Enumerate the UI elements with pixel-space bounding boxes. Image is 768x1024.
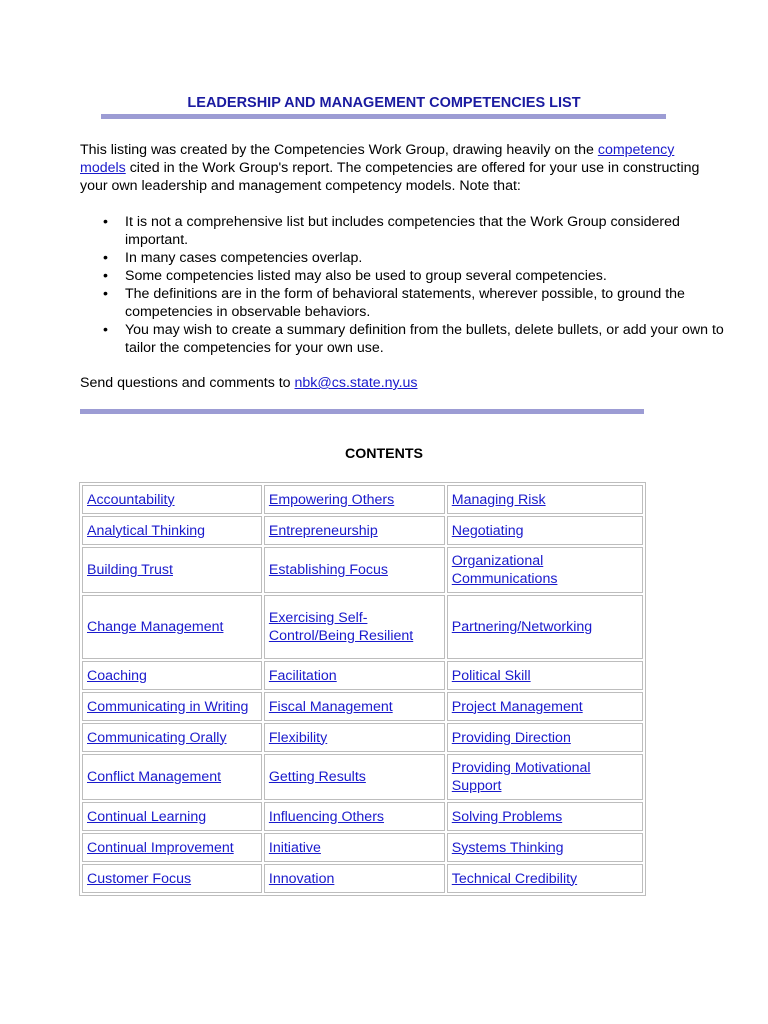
table-cell — [264, 692, 445, 721]
table-cell — [82, 661, 262, 690]
contents-link[interactable]: Establishing Focus — [268, 562, 388, 578]
table-cell — [264, 485, 445, 514]
contents-link[interactable]: Influencing Others — [268, 808, 385, 825]
list-item: • Some competencies listed may also be used to group several competencies. — [125, 267, 735, 285]
contents-link[interactable]: Solving Problems — [451, 808, 563, 825]
intro-text-after: cited in the Work Group's report. The competencies are offered for your use in constructing your own leadership and management competency models. Note that: — [80, 160, 700, 194]
contents-link[interactable]: Facilitation — [268, 667, 337, 684]
table-cell — [82, 723, 262, 752]
list-item: • It is not a comprehensive list but includes competencies that the Work Group considered important. — [125, 213, 735, 249]
contents-link[interactable]: Accountability — [87, 491, 175, 508]
contents-link[interactable]: Getting Results — [268, 769, 366, 785]
contents-link[interactable]: Project Management — [451, 698, 583, 715]
table-row — [82, 723, 643, 752]
title-divider — [101, 114, 666, 119]
table-cell — [264, 754, 445, 800]
contents-link[interactable]: Exercising Self-Control/Being Resilient — [268, 610, 414, 644]
table-cell — [447, 516, 643, 545]
page-title: LEADERSHIP AND MANAGEMENT COMPETENCIES LIST — [187, 95, 581, 111]
table-cell — [82, 833, 262, 862]
contents-link[interactable]: Analytical Thinking — [87, 522, 206, 539]
table-row — [82, 754, 643, 800]
contents-table — [79, 482, 646, 896]
contents-link[interactable]: Customer Focus — [87, 870, 192, 887]
contents-link[interactable]: Continual Improvement — [87, 839, 234, 856]
contact-email-link[interactable]: nbk@cs.state.ny.us — [294, 375, 418, 391]
table-row — [82, 833, 643, 862]
table-cell — [264, 547, 445, 593]
table-cell — [447, 723, 643, 752]
intro-paragraph — [80, 141, 700, 195]
table-row — [82, 864, 643, 893]
contents-link[interactable]: Innovation — [268, 870, 335, 887]
contents-link[interactable]: Technical Credibility — [451, 870, 578, 887]
table-row — [82, 802, 643, 831]
contents-link[interactable]: Fiscal Management — [268, 698, 393, 715]
table-cell — [82, 516, 262, 545]
table-cell — [82, 754, 262, 800]
table-row — [82, 661, 643, 690]
table-row — [82, 516, 643, 545]
contents-link[interactable]: Providing Direction — [451, 729, 571, 746]
contents-link[interactable]: Building Trust — [87, 562, 173, 578]
table-cell — [447, 864, 643, 893]
contents-link[interactable]: Partnering/Networking — [451, 619, 593, 635]
list-item: • The definitions are in the form of behavioral statements, wherever possible, to ground the competencies in observable behaviors. — [125, 285, 735, 321]
contents-link[interactable]: Initiative — [268, 839, 321, 856]
contact-text: Send questions and comments to — [80, 375, 295, 391]
contents-link[interactable]: Providing Motivational Support — [451, 760, 591, 794]
table-cell — [82, 692, 262, 721]
section-divider — [80, 409, 644, 414]
contents-link[interactable]: Continual Learning — [87, 808, 207, 825]
contents-link[interactable]: Communicating in Writing — [87, 698, 249, 715]
contact-line — [80, 374, 418, 392]
table-row — [82, 692, 643, 721]
table-cell — [447, 802, 643, 831]
contents-link[interactable]: Systems Thinking — [451, 839, 564, 856]
contents-link[interactable]: Managing Risk — [451, 491, 546, 508]
table-cell — [82, 802, 262, 831]
contents-heading: CONTENTS — [344, 446, 424, 462]
table-cell — [447, 661, 643, 690]
table-cell — [447, 547, 643, 593]
table-cell — [264, 661, 445, 690]
contents-link[interactable]: Communicating Orally — [87, 729, 227, 746]
table-cell — [264, 595, 445, 659]
competency-models-link[interactable]: competency models — [80, 142, 675, 176]
table-row — [82, 485, 643, 514]
contents-link[interactable]: Flexibility — [268, 729, 328, 746]
table-cell — [82, 595, 262, 659]
table-cell — [264, 723, 445, 752]
table-cell — [264, 516, 445, 545]
contents-link[interactable]: Entrepreneurship — [268, 522, 378, 539]
contents-link[interactable]: Organizational Communications — [451, 553, 558, 587]
table-row — [82, 547, 643, 593]
table-row — [82, 595, 643, 659]
table-cell — [264, 864, 445, 893]
contents-link[interactable]: Coaching — [87, 667, 147, 684]
table-cell — [264, 833, 445, 862]
table-cell — [264, 802, 445, 831]
table-cell — [447, 692, 643, 721]
table-cell — [82, 864, 262, 893]
table-cell — [82, 547, 262, 593]
intro-text-before: This listing was created by the Competencies Work Group, drawing heavily on the — [80, 142, 598, 158]
contents-link[interactable]: Change Management — [87, 619, 224, 635]
list-item: • You may wish to create a summary definition from the bullets, delete bullets, or add your own to tailor the competencies for your own use. — [125, 321, 735, 357]
table-cell — [447, 595, 643, 659]
notes-list — [80, 213, 735, 357]
table-cell — [447, 754, 643, 800]
table-cell — [447, 485, 643, 514]
table-cell — [447, 833, 643, 862]
table-cell — [82, 485, 262, 514]
contents-link[interactable]: Conflict Management — [87, 769, 222, 785]
contents-link[interactable]: Political Skill — [451, 667, 531, 684]
contents-link[interactable]: Negotiating — [451, 522, 524, 539]
list-item: • In many cases competencies overlap. — [125, 249, 735, 267]
contents-link[interactable]: Empowering Others — [268, 491, 395, 508]
